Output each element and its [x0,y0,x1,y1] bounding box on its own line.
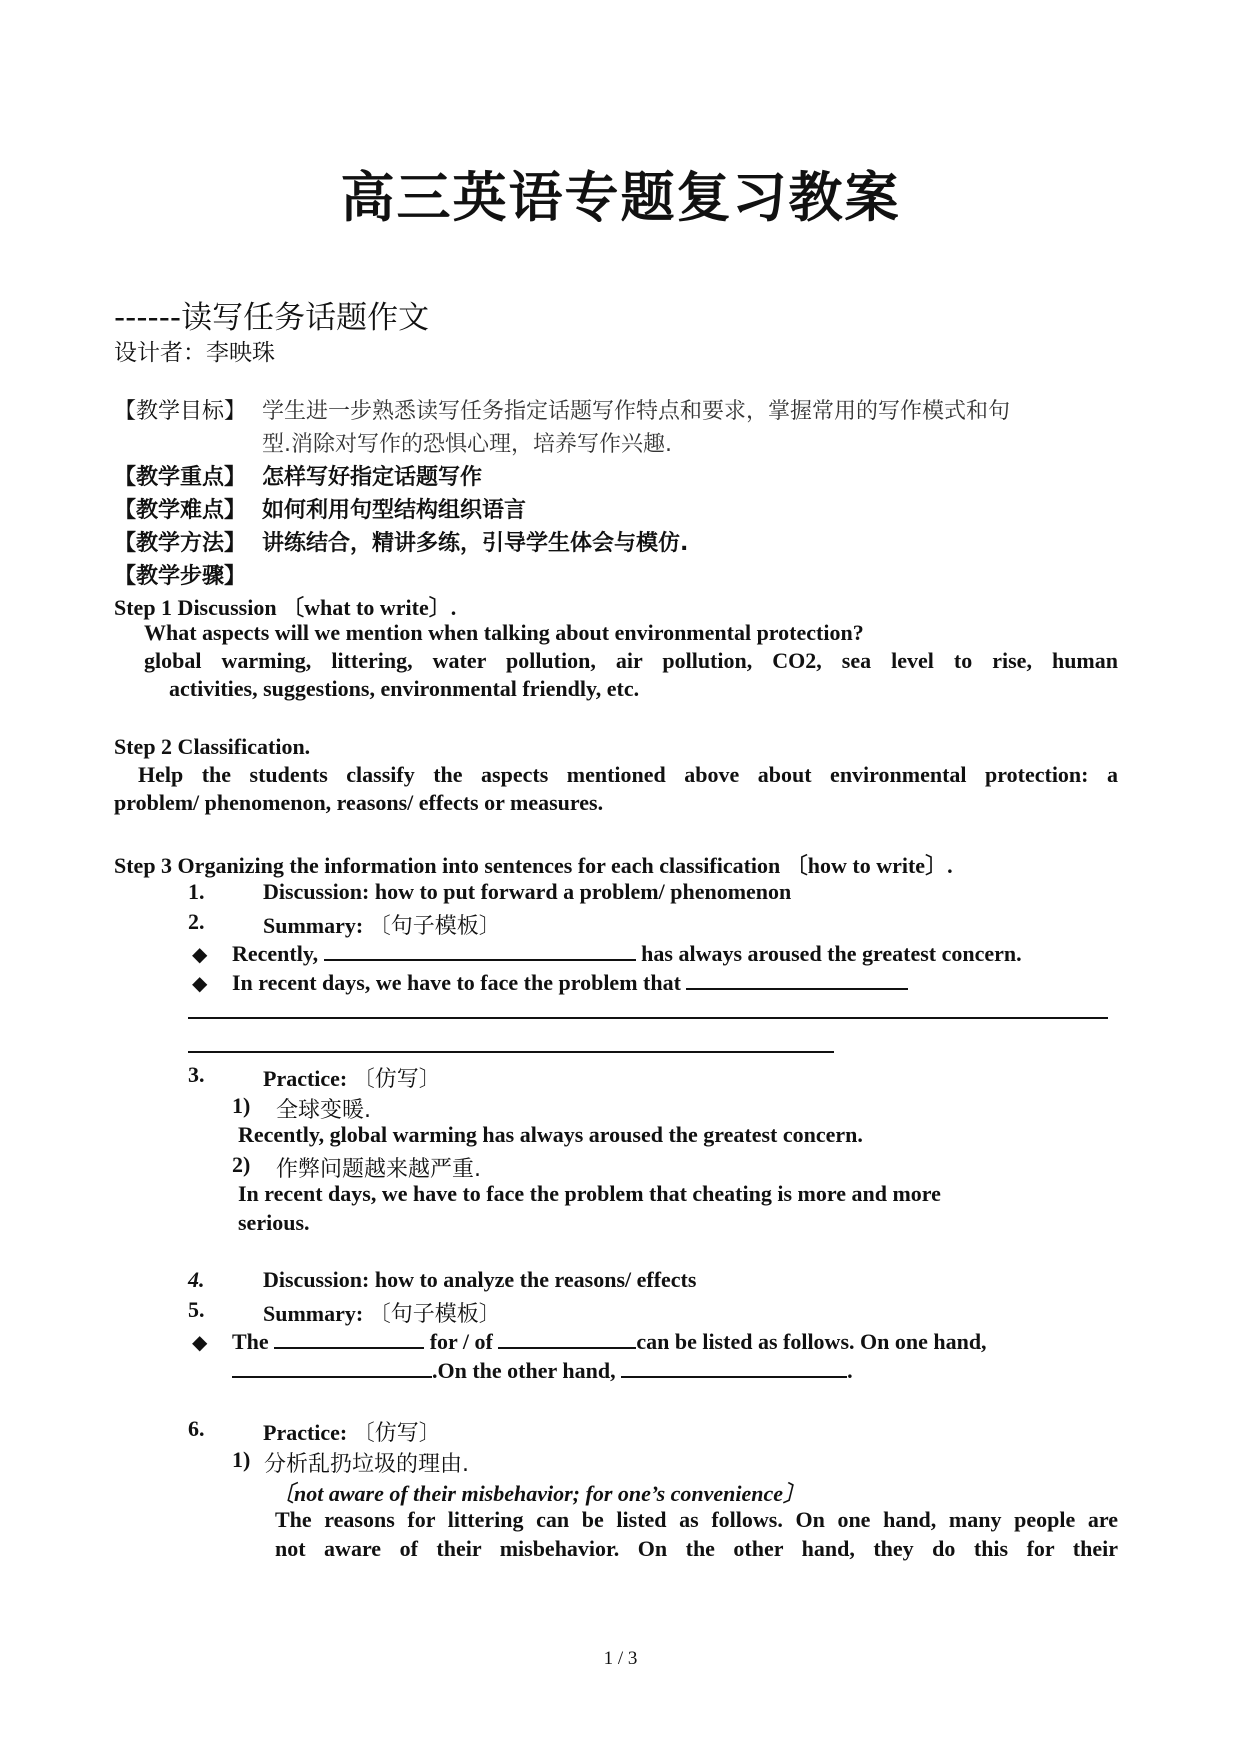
practice-prompt: 作弊问题越来越严重. [276,1157,481,1182]
step1-heading: Step 1 Discussion 〔what to write〕. [114,595,457,620]
fill-in-line [188,1051,834,1053]
template-text: In recent days, we have to face the problem that [232,970,687,995]
list-item-text [263,909,501,940]
list-item-text: Discussion: how to analyze the reasons/ effects [263,1267,697,1292]
template-sentence [232,1356,853,1384]
summary-label: Summary: [263,913,369,938]
list-number: 2. [188,909,205,934]
practice-answer: serious. [238,1210,310,1235]
template-sentence [232,1327,987,1355]
method-label: 【教学方法】 [114,531,247,556]
practice-cn-label: 〔仿写〕 [352,1067,441,1092]
practice-answer: not aware of their misbehavior. On the other hand, they do this for their [275,1536,1118,1561]
template-sentence [232,939,1022,967]
list-number: 1. [188,879,205,904]
step1-answer-line1: global warming, littering, water pollution, air pollution, CO2, sea level to rise, human [144,648,1118,673]
practice-label: Practice: [263,1420,353,1445]
summary-cn-label: 〔句子模板〕 [368,1302,501,1327]
step2-heading: Step 2 Classification. [114,734,311,759]
practice-label: Practice: [263,1066,353,1091]
fill-in-blank [324,939,636,961]
list-item-text [263,1297,501,1328]
list-item-text: Discussion: how to put forward a problem/ phenomenon [263,879,792,904]
bullet-diamond-icon: ◆ [192,971,208,995]
goal-text-line2: 型.消除对写作的恐惧心理，培养写作兴趣. [262,432,672,457]
practice-answer: Recently, global warming has always aroused the greatest concern. [238,1122,863,1147]
template-text: for / of [424,1329,499,1354]
document-subtitle: ------读写任务话题作文 [114,300,430,336]
list-item-text [263,1416,441,1447]
practice-number: 1) [232,1447,251,1472]
difficulty-text: 如何利用句型结构组织语言 [262,498,527,523]
template-text: can be listed as follows. On one hand, [636,1329,987,1354]
step1-answer-line2: activities, suggestions, environmental friendly, etc. [169,676,640,701]
bullet-diamond-icon: ◆ [192,942,208,966]
step3-heading: Step 3 Organizing the information into sentences for each classification 〔how to write〕. [114,853,953,878]
practice-answer: The reasons for littering can be listed as follows. On one hand, many people are [275,1507,1118,1532]
practice-prompt: 分析乱扔垃圾的理由. [264,1452,469,1477]
step2-line2: problem/ phenomenon, reasons/ effects or measures. [114,790,604,815]
step1-question: What aspects will we mention when talking about environmental protection? [144,620,864,645]
practice-prompt: 全球变暖. [276,1098,371,1123]
template-text: has always aroused the greatest concern. [635,941,1022,966]
template-text: . [847,1358,853,1383]
key-point-text: 怎样写好指定话题写作 [262,465,483,490]
step2-line1: Help the students classify the aspects mentioned above about environmental protection: a [138,762,1118,787]
template-sentence [232,968,908,996]
summary-cn-label: 〔句子模板〕 [368,914,501,939]
steps-label: 【教学步骤】 [114,564,247,589]
list-number: 5. [188,1297,205,1322]
bullet-diamond-icon: ◆ [192,1330,208,1354]
key-point-label: 【教学重点】 [114,465,247,490]
template-text: Recently, [232,941,324,966]
summary-label: Summary: [263,1301,369,1326]
practice-hint: 〔not aware of their misbehavior; for one’s convenience〕 [272,1481,806,1506]
practice-number: 2) [232,1152,251,1177]
goal-text-line1: 学生进一步熟悉读写任务指定话题写作特点和要求，掌握常用的写作模式和句 [262,399,1011,424]
template-text: .On the other hand, [432,1358,622,1383]
list-number: 4. [188,1267,205,1292]
practice-answer: In recent days, we have to face the problem that cheating is more and more [238,1181,941,1206]
goal-label: 【教学目标】 [114,399,247,424]
fill-in-blank [621,1356,847,1378]
practice-number: 1) [232,1093,251,1118]
fill-in-blank [274,1327,424,1349]
list-number: 6. [188,1416,205,1441]
document-title: 高三英语专题复习教案 [340,165,901,229]
page-number: 1 / 3 [603,1648,638,1669]
practice-cn-label: 〔仿写〕 [352,1421,441,1446]
fill-in-line [188,1017,1108,1019]
fill-in-blank [232,1356,432,1378]
list-number: 3. [188,1062,205,1087]
list-item-text [263,1062,441,1093]
method-text: 讲练结合，精讲多练，引导学生体会与模仿. [262,531,689,556]
template-text: The [232,1329,275,1354]
fill-in-blank [686,968,908,990]
fill-in-blank [498,1327,636,1349]
designer-line: 设计者：李映珠 [114,340,275,366]
difficulty-label: 【教学难点】 [114,498,247,523]
